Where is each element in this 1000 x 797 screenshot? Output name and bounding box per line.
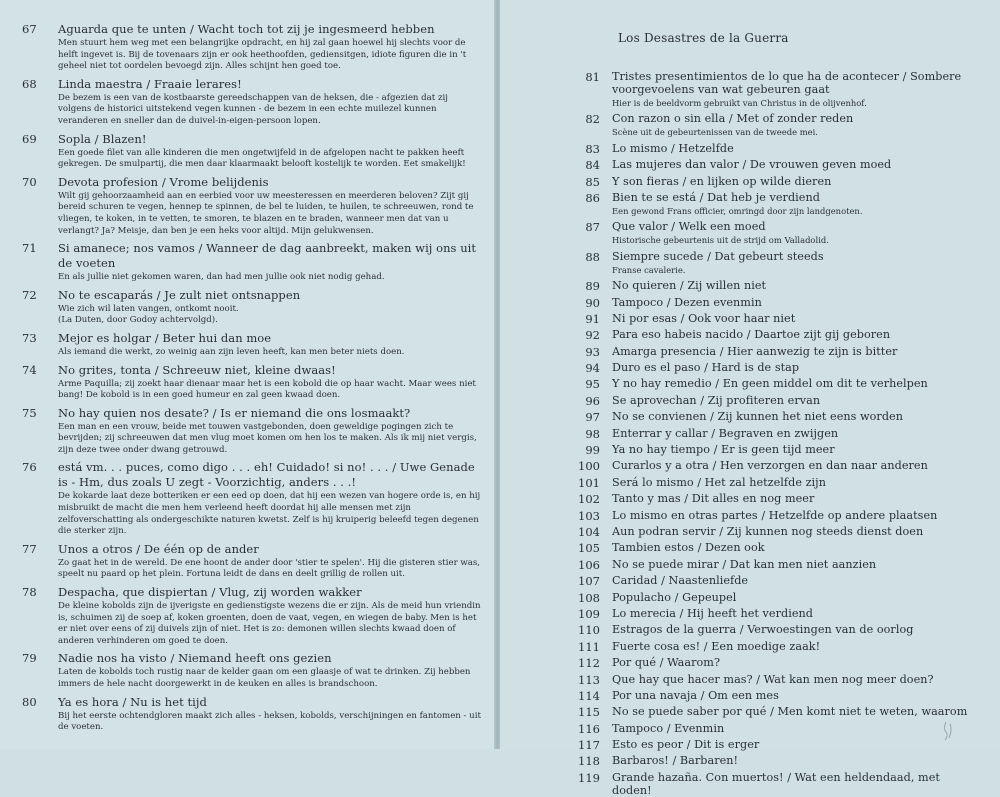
plate-entry bbox=[562, 673, 978, 688]
plate-text bbox=[612, 476, 978, 489]
plate-entry bbox=[22, 288, 482, 327]
plate-number: 74 bbox=[22, 362, 37, 377]
plate-note: Scène uit de gebeurtenissen van de tweede mei. bbox=[612, 127, 818, 138]
plate-title: Que valor / Welk een moed bbox=[612, 220, 766, 234]
plate-note: Een gewond Frans officier, omringd door zijn landgenoten. bbox=[612, 205, 863, 216]
plate-number: 79 bbox=[22, 651, 37, 666]
plate-entry bbox=[22, 406, 482, 457]
plate-number: 91 bbox=[585, 311, 600, 326]
plate-number: 87 bbox=[585, 220, 600, 235]
plate-title: Lo merecia / Hij heeft het verdiend bbox=[612, 606, 813, 620]
plate-title: Tampoco / Evenmin bbox=[612, 721, 725, 735]
plate-number: 72 bbox=[22, 287, 37, 302]
plate-title: Lo mismo en otras partes / Hetzelfde op andere plaatsen bbox=[612, 508, 938, 522]
page-header: Los Desastres de la Guerra bbox=[618, 31, 789, 45]
plate-number: 113 bbox=[578, 672, 600, 687]
plate-number: 77 bbox=[22, 541, 37, 556]
plate-entry bbox=[562, 220, 978, 248]
plate-entry bbox=[562, 525, 978, 540]
plate-title: Curarlos y a otra / Hen verzorgen en dan naar anderen bbox=[612, 459, 928, 473]
plate-text bbox=[612, 459, 978, 472]
plate-entry bbox=[562, 591, 978, 606]
plate-title: Tristes presentimientos de lo que ha de acontecer / Sombere voorgevoelens van wat gebeuren gaat bbox=[612, 70, 962, 96]
plate-entry bbox=[562, 640, 978, 655]
plate-title: Bien te se está / Dat heb je verdiend bbox=[612, 190, 820, 204]
plate-number: 108 bbox=[578, 590, 600, 605]
plate-number: 100 bbox=[578, 459, 600, 474]
plate-title: Que hay que hacer mas? / Wat kan men nog meer doen? bbox=[612, 672, 934, 686]
plate-entry bbox=[562, 427, 978, 442]
plate-text bbox=[612, 673, 978, 686]
plate-entry bbox=[22, 241, 482, 284]
plate-entry bbox=[562, 158, 978, 173]
plate-number: 110 bbox=[578, 623, 600, 638]
plate-title: Unos a otros / De één op de ander bbox=[58, 541, 259, 556]
plate-title: Esto es peor / Dit is erger bbox=[612, 738, 760, 752]
plate-entry bbox=[562, 607, 978, 622]
plate-note: Arme Paquilla; zij zoekt haar dienaar maar het is een kobold die op haar wacht. Maar wees niet bang! De kobold is in een goed humeur en zal geen kwaad doen. bbox=[58, 378, 476, 401]
plate-text bbox=[612, 220, 978, 248]
plate-number: 106 bbox=[578, 557, 600, 572]
plate-text bbox=[58, 22, 482, 73]
plate-title: Nadie nos ha visto / Niemand heeft ons gezien bbox=[58, 651, 332, 666]
plate-number: 92 bbox=[585, 328, 600, 343]
plate-entry bbox=[562, 361, 978, 376]
plate-text bbox=[612, 623, 978, 636]
plate-number: 104 bbox=[578, 524, 600, 539]
plate-title: Sopla / Blazen! bbox=[58, 131, 147, 146]
plate-number: 83 bbox=[585, 141, 600, 156]
plate-entry bbox=[562, 312, 978, 327]
plate-note: Een goede filet van alle kinderen die men ongetwijfeld in de afgelopen nacht te pakken heeft gekregen. De smulpartij, die men daar klaarmaakt belooft kostelijk te worden. Eet smakelijk! bbox=[58, 147, 466, 170]
plate-entry bbox=[562, 541, 978, 556]
plate-text bbox=[612, 656, 978, 669]
plate-note: Hier is de beeldvorm gebruikt van Christus in de olijvenhof. bbox=[612, 98, 867, 108]
plate-title: Para eso habeis nacido / Daartoe zijt gij geboren bbox=[612, 328, 891, 342]
plate-text bbox=[58, 651, 482, 690]
plate-entry bbox=[562, 738, 978, 753]
plate-text bbox=[58, 241, 482, 284]
left-page bbox=[0, 0, 496, 749]
plate-number: 116 bbox=[578, 721, 600, 736]
plate-note: De kokarde laat deze botteriken er een eed op doen, dat hij een wezen van hogere orde is, en hij misbruikt de macht die men hem verleend heeft doordat hij alle mensen met zijn zelfoverschatting als ondergeschikte naturen kwetst. Zelf is hij kruiperig beleefd tegen degenen die sterker zijn. bbox=[58, 491, 481, 537]
plate-text bbox=[612, 191, 978, 219]
plate-entry bbox=[562, 394, 978, 409]
plate-entry bbox=[22, 542, 482, 581]
plate-number: 109 bbox=[578, 606, 600, 621]
plate-number: 84 bbox=[585, 158, 600, 173]
plate-title: Las mujeres dan valor / De vrouwen geven moed bbox=[612, 158, 892, 172]
plate-text bbox=[612, 574, 978, 587]
plate-note: Zo gaat het in de wereld. De ene hoont de ander door 'stier te spelen'. Hij die gisteren stier was, speelt nu paard op het plein. Fortuna leidt de dans en deelt grillig de rollen uit. bbox=[58, 557, 481, 580]
plate-entry bbox=[562, 112, 978, 140]
plate-entry bbox=[562, 443, 978, 458]
plate-title: Duro es el paso / Hard is de stap bbox=[612, 361, 800, 375]
plate-entry bbox=[562, 722, 978, 737]
plate-number: 107 bbox=[578, 574, 600, 589]
plate-list bbox=[562, 70, 978, 797]
plate-text bbox=[612, 345, 978, 358]
plate-title: No grites, tonta / Schreeuw niet, kleine dwaas! bbox=[58, 362, 336, 377]
plate-text bbox=[612, 722, 978, 735]
plate-text bbox=[612, 250, 978, 278]
plate-text bbox=[612, 312, 978, 325]
plate-number: 75 bbox=[22, 405, 37, 420]
plate-title: Enterrar y callar / Begraven en zwijgen bbox=[612, 426, 839, 440]
plate-number: 101 bbox=[578, 475, 600, 490]
plate-text bbox=[612, 427, 978, 440]
plate-note: Bij het eerste ochtendgloren maakt zich alles - heksen, kobolds, verschijningen en fantomen - uit de voeten. bbox=[58, 710, 481, 733]
plate-number: 99 bbox=[585, 443, 600, 458]
plate-number: 90 bbox=[585, 295, 600, 310]
plate-title: Estragos de la guerra / Verwoestingen van de oorlog bbox=[612, 623, 914, 637]
plate-entry bbox=[562, 250, 978, 278]
plate-text bbox=[612, 410, 978, 423]
plate-note: En als jullie niet gekomen waren, dan had men jullie ook niet nodig gehad. bbox=[58, 272, 385, 283]
plate-title: Ya no hay tiempo / Er is geen tijd meer bbox=[612, 443, 835, 457]
plate-text bbox=[612, 771, 978, 797]
plate-entry bbox=[562, 509, 978, 524]
plate-text bbox=[612, 705, 978, 718]
plate-note: De bezem is een van de kostbaarste gereedschappen van de heksen, die - afgezien dat zij volgens de historici uitstekend vegen kunnen - de bezem in een echte muilezel kunnen veranderen en sneller dan de duivel-in-eigen-persoon lopen. bbox=[58, 92, 448, 126]
plate-title: Populacho / Gepeupel bbox=[612, 590, 737, 604]
plate-text bbox=[612, 112, 978, 140]
plate-number: 71 bbox=[22, 241, 37, 256]
plate-title: Por qué / Waarom? bbox=[612, 656, 720, 670]
plate-title: Mejor es holgar / Beter hui dan moe bbox=[58, 330, 272, 345]
plate-text bbox=[58, 288, 482, 327]
plate-text bbox=[58, 406, 482, 457]
plate-entry bbox=[22, 651, 482, 690]
plate-number: 70 bbox=[22, 174, 37, 189]
plate-entry bbox=[562, 377, 978, 392]
plate-text bbox=[58, 460, 482, 537]
plate-entry bbox=[22, 695, 482, 734]
plate-text bbox=[612, 607, 978, 620]
plate-number: 76 bbox=[22, 460, 37, 475]
plate-note: Franse cavalerie. bbox=[612, 264, 686, 275]
plate-text bbox=[612, 492, 978, 505]
plate-number: 115 bbox=[578, 705, 600, 720]
plate-note: Als iemand die werkt, zo weinig aan zijn leven heeft, kan men beter niets doen. bbox=[58, 346, 405, 357]
plate-title: Ya es hora / Nu is het tijd bbox=[58, 694, 207, 709]
plate-text bbox=[612, 158, 978, 171]
plate-number: 96 bbox=[585, 393, 600, 408]
plate-number: 86 bbox=[585, 190, 600, 205]
plate-number: 111 bbox=[578, 639, 600, 654]
plate-number: 67 bbox=[22, 22, 37, 36]
plate-note: Wilt gij gehoorzaamheid aan en eerbied voor uw meesteressen en meerderen beloven? Zijt gij bereid schuren te vegen, hennep te spinnen, de bel te luiden, te huilen, te schreeuwen, rond te vliegen, te koken, in te vetten, te smoren, te blazen en te braden, wanneer men dat van u verlangt? Ja? Meisje, dan ben je een heks voor altijd. Mijn gelukwensen. bbox=[58, 190, 474, 236]
plate-title: Grande hazaña. Con muertos! / Wat een heldendaad, met doden! bbox=[612, 770, 940, 797]
plate-text bbox=[612, 394, 978, 407]
plate-note: Men stuurt hem weg met een belangrijke opdracht, en hij zal gaan hoewel hij slechts voor de helft ingevet is. Bij de tovenaars zijn er ook heethoofden, gediensitgen, idiote figuren die in 't geheel niet tot oordelen bevoegd zijn. Alles schijnt hen goed toe. bbox=[58, 38, 467, 72]
plate-text bbox=[612, 443, 978, 456]
plate-text bbox=[58, 77, 482, 128]
plate-note: Laten de kobolds toch rustig naar de kelder gaan om een glaasje of wat te drinken. Zij hebben immers de hele nacht doorgewerkt in de keuken en alles is brandschoon. bbox=[58, 667, 471, 689]
plate-title: Será lo mismo / Het zal hetzelfde zijn bbox=[612, 475, 826, 489]
plate-title: Lo mismo / Hetzelfde bbox=[612, 141, 734, 155]
plate-text bbox=[58, 695, 482, 734]
plate-title: Siempre sucede / Dat gebeurt steeds bbox=[612, 249, 824, 263]
plate-title: No te escaparás / Je zult niet ontsnappen bbox=[58, 287, 301, 302]
plate-title: Linda maestra / Fraaie lerares! bbox=[58, 76, 242, 91]
plate-text bbox=[612, 70, 978, 111]
plate-entry bbox=[22, 331, 482, 359]
plate-title: Si amanece; nos vamos / Wanneer de dag aanbreekt, maken wij ons uit de voeten bbox=[58, 241, 477, 271]
plate-entry bbox=[562, 558, 978, 573]
plate-number: 114 bbox=[578, 688, 600, 703]
plate-entry bbox=[562, 296, 978, 311]
plate-entry bbox=[562, 345, 978, 360]
plate-text bbox=[58, 331, 482, 359]
plate-number: 89 bbox=[585, 279, 600, 294]
plate-title: No quieren / Zij willen niet bbox=[612, 279, 767, 293]
plate-entry bbox=[562, 574, 978, 589]
plate-text bbox=[612, 689, 978, 702]
plate-title: Y son fieras / en lijken op wilde dieren bbox=[612, 174, 832, 188]
plate-text bbox=[612, 377, 978, 390]
plate-number: 102 bbox=[578, 492, 600, 507]
plate-text bbox=[612, 279, 978, 292]
plate-title: Caridad / Naastenliefde bbox=[612, 574, 749, 588]
plate-entry bbox=[22, 363, 482, 402]
plate-title: Fuerte cosa es! / Een moedige zaak! bbox=[612, 639, 821, 653]
plate-title: está vm. . . puces, como digo . . . eh! Cuidado! si no! . . . / Uwe Genade is - Hm, dus zoals U zegt - Voorzichtig, anders . . .! bbox=[58, 460, 475, 490]
plate-entry bbox=[562, 279, 978, 294]
plate-number: 78 bbox=[22, 585, 37, 600]
plate-entry bbox=[562, 656, 978, 671]
plate-entry bbox=[562, 771, 978, 797]
plate-text bbox=[58, 363, 482, 402]
plate-text bbox=[612, 328, 978, 341]
plate-entry bbox=[562, 705, 978, 720]
plate-title: Amarga presencia / Hier aanwezig te zijn is bitter bbox=[612, 344, 898, 358]
plate-note: Historische gebeurtenis uit de strijd om Valladolid. bbox=[612, 235, 829, 246]
plate-title: Tanto y mas / Dit alles en nog meer bbox=[612, 492, 815, 506]
plate-text bbox=[612, 509, 978, 522]
pencil-mark-icon bbox=[940, 720, 958, 742]
plate-title: Y no hay remedio / En geen middel om dit te verhelpen bbox=[612, 377, 928, 391]
plate-text bbox=[58, 175, 482, 237]
plate-number: 98 bbox=[585, 426, 600, 441]
plate-number: 68 bbox=[22, 76, 37, 91]
plate-number: 81 bbox=[585, 70, 600, 84]
plate-entry bbox=[562, 754, 978, 769]
plate-text bbox=[612, 296, 978, 309]
plate-text bbox=[612, 738, 978, 751]
plate-text bbox=[58, 542, 482, 581]
plate-title: Con razon o sin ella / Met of zonder reden bbox=[612, 112, 854, 126]
plate-entry bbox=[22, 175, 482, 237]
plate-note: Een man en een vrouw, beide met touwen vastgebonden, doen geweldige pogingen zich te bevrijden; zij schreeuwen dat men vlug moet komen om hen los te maken. Als ik mij niet vergis, zijn deze twee onder dwang getrouwd. bbox=[58, 421, 477, 455]
plate-title: Tambien estos / Dezen ook bbox=[612, 541, 765, 555]
plate-title: Aguarda que te unten / Wacht toch tot zij je ingesmeerd hebben bbox=[58, 22, 435, 36]
right-page bbox=[500, 0, 1000, 797]
plate-number: 85 bbox=[585, 174, 600, 189]
plate-number: 97 bbox=[585, 410, 600, 425]
plate-entry bbox=[22, 585, 482, 647]
plate-title: No se puede mirar / Dat kan men niet aanzien bbox=[612, 557, 877, 571]
plate-entry bbox=[562, 459, 978, 474]
plate-text bbox=[612, 175, 978, 188]
plate-title: Tampoco / Dezen evenmin bbox=[612, 295, 762, 309]
plate-title: Se aprovechan / Zij profiteren ervan bbox=[612, 393, 821, 407]
plate-number: 80 bbox=[22, 694, 37, 709]
plate-title: Devota profesion / Vrome belijdenis bbox=[58, 174, 269, 189]
plate-number: 95 bbox=[585, 377, 600, 392]
plate-text bbox=[612, 591, 978, 604]
plate-entry bbox=[562, 410, 978, 425]
plate-number: 88 bbox=[585, 249, 600, 264]
plate-number: 119 bbox=[578, 770, 600, 785]
plate-title: Barbaros! / Barbaren! bbox=[612, 754, 739, 768]
plate-text bbox=[58, 585, 482, 647]
plate-title: Ni por esas / Ook voor haar niet bbox=[612, 311, 796, 325]
plate-entry bbox=[22, 77, 482, 128]
plate-text bbox=[58, 132, 482, 171]
plate-text bbox=[612, 754, 978, 767]
plate-title: No se convienen / Zij kunnen het niet eens worden bbox=[612, 410, 903, 424]
plate-number: 103 bbox=[578, 508, 600, 523]
plate-note: Wie zich wil laten vangen, ontkomt nooit. (La Duten, door Godoy achtervolgd). bbox=[58, 303, 239, 326]
plate-number: 94 bbox=[585, 361, 600, 376]
plate-number: 82 bbox=[585, 112, 600, 127]
plate-entry bbox=[22, 132, 482, 171]
plate-title: No se puede saber por qué / Men komt niet te weten, waarom bbox=[612, 705, 968, 719]
plate-title: Por una navaja / Om een mes bbox=[612, 688, 779, 702]
plate-entry bbox=[562, 191, 978, 219]
plate-entry bbox=[562, 328, 978, 343]
plate-number: 93 bbox=[585, 344, 600, 359]
plate-number: 118 bbox=[578, 754, 600, 769]
plate-text bbox=[612, 142, 978, 155]
plate-text bbox=[612, 541, 978, 554]
plate-text bbox=[612, 558, 978, 571]
plate-text bbox=[612, 640, 978, 653]
plate-entry bbox=[562, 623, 978, 638]
plate-number: 117 bbox=[578, 738, 600, 753]
plate-note: De kleine kobolds zijn de ijverigste en gedienstigste wezens die er zijn. Als de meid hun vriendin is, schuimen zij de soep af, koken groenten, doen de vaat, vegen, en wiegen de baby. Men is het er niet over eens of zij duivels zijn of niet. Het is zo: demonen willen slechts kwaad doen of anderen verhinderen om goed te doen. bbox=[58, 601, 481, 646]
plate-text bbox=[612, 525, 978, 538]
plate-number: 73 bbox=[22, 330, 37, 345]
plate-entry bbox=[22, 22, 482, 73]
plate-entry bbox=[562, 689, 978, 704]
plate-number: 69 bbox=[22, 131, 37, 146]
plate-entry bbox=[22, 460, 482, 537]
plate-title: Despacha, que dispiertan / Vlug, zij worden wakker bbox=[58, 585, 362, 600]
plate-entry bbox=[562, 492, 978, 507]
plate-number: 112 bbox=[578, 656, 600, 671]
plate-entry bbox=[562, 175, 978, 190]
plate-entry bbox=[562, 142, 978, 157]
plate-title: Aun podran servir / Zij kunnen nog steeds dienst doen bbox=[612, 524, 924, 538]
plate-number: 105 bbox=[578, 541, 600, 556]
plate-title: No hay quien nos desate? / Is er niemand die ons losmaakt? bbox=[58, 405, 411, 420]
plate-entry bbox=[562, 70, 978, 111]
plate-entry bbox=[562, 476, 978, 491]
plate-text bbox=[612, 361, 978, 374]
